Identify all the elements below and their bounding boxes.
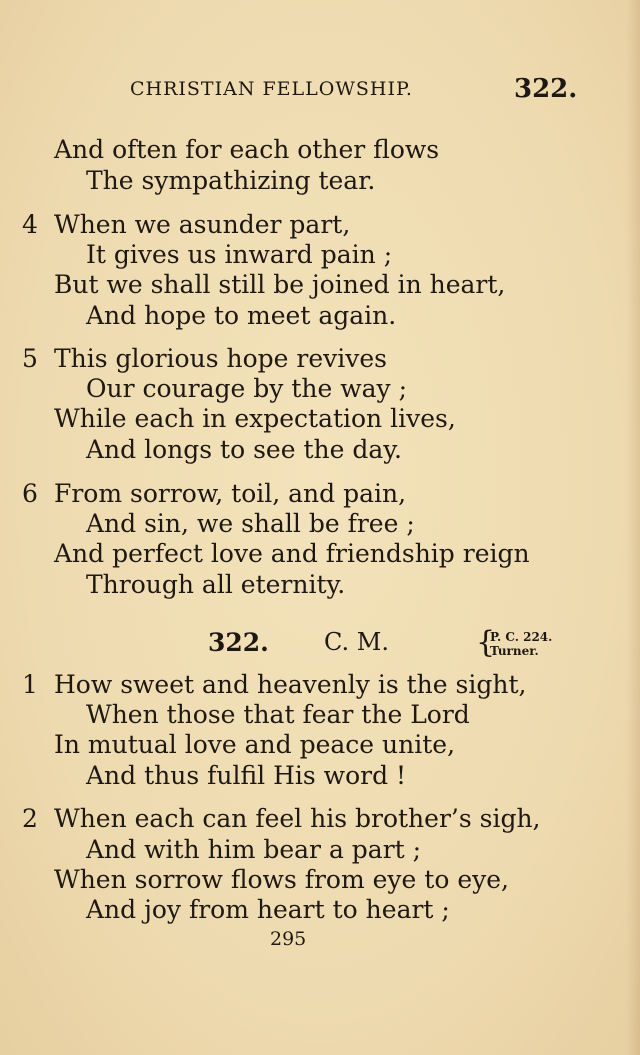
verse-line: And thus fulfil His word ! bbox=[86, 761, 407, 790]
page-header bbox=[0, 74, 640, 108]
verse-line: Through all eternity. bbox=[86, 570, 346, 599]
hymn-meter: C. M. bbox=[324, 628, 389, 656]
running-head: CHRISTIAN FELLOWSHIP. bbox=[130, 78, 413, 100]
verse-line: And sin, we shall be free ; bbox=[86, 509, 415, 538]
verse-line: 4 When we asunder part, bbox=[22, 210, 351, 239]
verse-line: While each in expectation lives, bbox=[54, 404, 456, 433]
folio-number: 295 bbox=[270, 928, 307, 950]
verse-line: In mutual love and peace unite, bbox=[54, 730, 456, 759]
verse-line: 6 From sorrow, toil, and pain, bbox=[22, 479, 407, 508]
verse-line: The sympathizing tear. bbox=[86, 166, 376, 195]
stanza-number: 6 bbox=[22, 479, 38, 508]
verse-line: And longs to see the day. bbox=[86, 435, 402, 464]
verse-line: Our courage by the way ; bbox=[86, 374, 408, 403]
hymn-heading bbox=[0, 625, 640, 664]
verse-line: And often for each other flows bbox=[54, 135, 440, 164]
tune-name: Turner. bbox=[490, 644, 539, 658]
hymn-number: 322. bbox=[208, 628, 269, 657]
verse-line: It gives us inward pain ; bbox=[86, 240, 393, 269]
verse-line: And with him bear a part ; bbox=[86, 835, 422, 864]
verse-line: And hope to meet again. bbox=[86, 301, 397, 330]
stanza-number: 2 bbox=[22, 804, 38, 833]
verse-line: And joy from heart to heart ; bbox=[86, 895, 450, 924]
verse-line: When sorrow flows from eye to eye, bbox=[54, 865, 509, 894]
header-page-number: 322. bbox=[514, 74, 578, 104]
tune-reference: P. C. 224. bbox=[490, 630, 553, 644]
stanza-number: 4 bbox=[22, 210, 38, 239]
verse-line: But we shall still be joined in heart, bbox=[54, 270, 506, 299]
verse-line: 5 This glorious hope revives bbox=[22, 344, 387, 373]
stanza-number: 5 bbox=[22, 344, 38, 373]
verse-line: When those that fear the Lord bbox=[86, 700, 470, 729]
verse-line: And perfect love and friendship reign bbox=[54, 539, 530, 568]
verse-line: 1 How sweet and heavenly is the sight, bbox=[22, 670, 527, 699]
verse-line: 2 When each can feel his brother’s sigh, bbox=[22, 804, 541, 833]
stanza-number: 1 bbox=[22, 670, 38, 699]
brace-glyph: { bbox=[476, 625, 496, 660]
